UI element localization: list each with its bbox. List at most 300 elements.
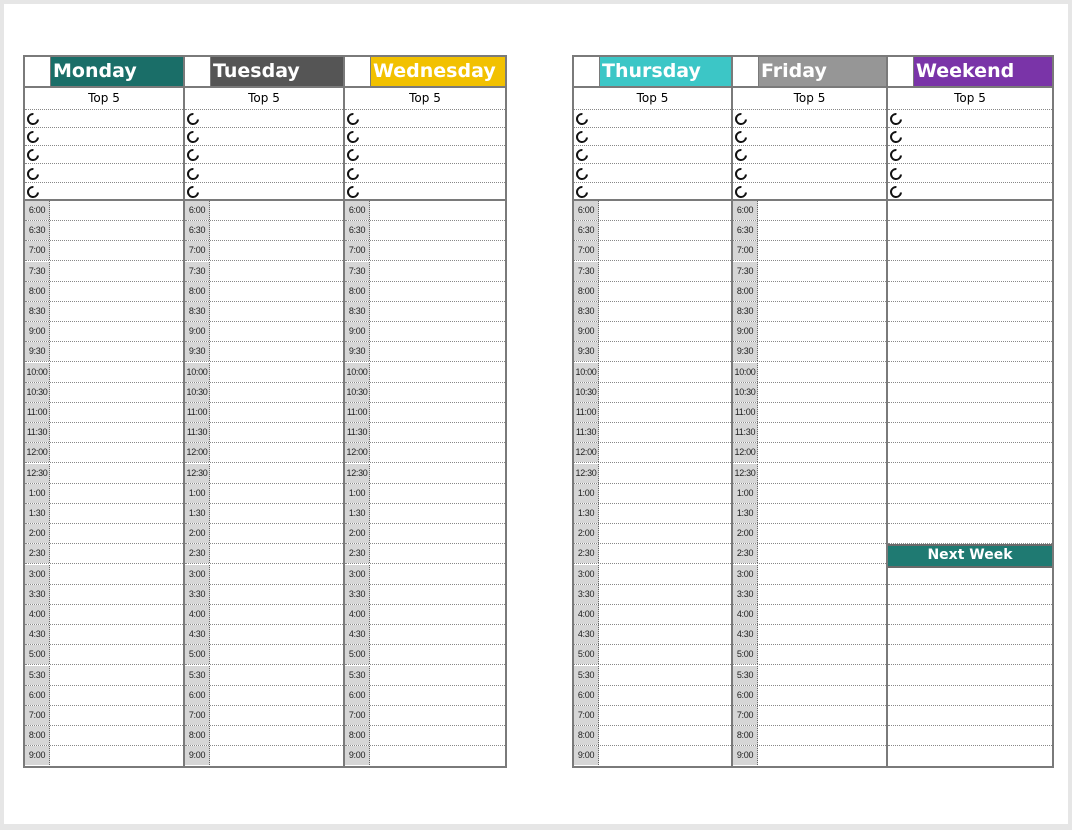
time-slot[interactable] [345,666,505,686]
time-slot[interactable] [25,443,183,463]
time-label: 6:00 [185,686,210,705]
time-slot[interactable] [185,201,343,221]
time-label: 9:00 [733,746,758,765]
time-label: 7:00 [345,706,370,725]
time-slot[interactable] [345,363,505,383]
time-slot[interactable] [345,201,505,221]
time-slot[interactable] [574,383,731,403]
time-slot[interactable] [733,342,886,362]
time-slot[interactable] [574,221,731,241]
time-label: 5:00 [345,645,370,664]
time-slot[interactable] [733,403,886,423]
time-label: 6:30 [25,221,50,240]
time-slot[interactable] [25,544,183,564]
time-slot[interactable] [733,282,886,302]
time-label: 5:30 [733,666,758,685]
time-slot[interactable] [888,443,1052,463]
time-slot[interactable] [574,241,731,261]
time-slot[interactable] [733,262,886,282]
time-slot[interactable] [345,605,505,625]
time-slot[interactable] [25,322,183,342]
time-label: 11:00 [185,403,210,422]
day-header [888,57,1052,88]
priority-row[interactable] [25,128,183,146]
time-slot[interactable] [185,363,343,383]
time-slot[interactable] [574,524,731,544]
priority-row[interactable] [25,183,183,201]
time-slot[interactable] [185,605,343,625]
time-label: 8:00 [25,726,50,745]
circle-bullet-icon [888,147,905,164]
circle-bullet-icon [888,183,905,200]
time-slot[interactable] [888,686,1052,706]
time-slot[interactable] [733,221,886,241]
time-slot[interactable] [733,383,886,403]
time-label: 4:30 [345,625,370,644]
priority-row[interactable] [733,128,886,146]
time-slot[interactable] [574,322,731,342]
left-week-panel [23,55,507,768]
time-slot[interactable] [574,282,731,302]
time-slot[interactable] [888,746,1052,766]
time-label: 8:30 [185,302,210,321]
day-checkbox[interactable] [185,57,211,86]
time-slot[interactable] [345,645,505,665]
time-label: 7:30 [185,262,210,281]
time-label: 5:00 [185,645,210,664]
time-label: 12:30 [345,464,370,483]
time-slot[interactable] [574,706,731,726]
priority-row[interactable] [25,110,183,128]
priority-row[interactable] [345,146,505,164]
top-5-label: Top 5 [733,88,886,110]
time-label: 6:30 [345,221,370,240]
time-slot[interactable] [888,302,1052,322]
priority-row[interactable] [733,146,886,164]
priority-row[interactable] [888,165,1052,183]
priority-row[interactable] [185,165,343,183]
circle-bullet-icon [888,129,905,146]
time-slot[interactable] [185,625,343,645]
day-column-tuesday [185,57,345,766]
time-label: 9:00 [345,322,370,341]
time-label: 5:00 [574,645,599,664]
time-slot[interactable] [345,221,505,241]
time-slot[interactable] [345,484,505,504]
time-slot[interactable] [733,302,886,322]
circle-bullet-icon [574,183,591,200]
priority-row[interactable] [345,128,505,146]
time-label: 11:00 [345,403,370,422]
time-slot[interactable] [25,383,183,403]
time-label: 4:00 [733,605,758,624]
time-slot[interactable] [25,423,183,443]
time-slot[interactable] [345,464,505,484]
time-slot[interactable] [888,383,1052,403]
time-label: 5:30 [185,666,210,685]
time-label: 3:30 [345,585,370,604]
time-label: 10:30 [25,383,50,402]
time-slot[interactable] [574,403,731,423]
time-label: 8:00 [185,282,210,301]
time-label: 3:00 [733,565,758,584]
time-slot[interactable] [888,282,1052,302]
time-slot[interactable] [345,302,505,322]
time-slot[interactable] [888,726,1052,746]
time-slot[interactable] [733,746,886,766]
time-slot[interactable] [185,484,343,504]
time-slot[interactable] [733,666,886,686]
time-slot[interactable] [185,565,343,585]
time-label: 1:30 [574,504,599,523]
time-slot[interactable] [733,544,886,564]
time-label: 7:00 [185,241,210,260]
day-title-band [759,57,886,86]
time-slot[interactable] [25,363,183,383]
day-header [185,57,343,88]
top-5-label: Top 5 [185,88,343,110]
top-5-label: Top 5 [888,88,1052,110]
time-label: 12:00 [733,443,758,462]
time-label: 4:30 [574,625,599,644]
priority-row[interactable] [733,183,886,201]
time-slot[interactable] [345,544,505,564]
priority-row[interactable] [185,110,343,128]
time-slot[interactable] [574,625,731,645]
time-slot[interactable] [25,726,183,746]
time-label: 7:30 [574,262,599,281]
time-slot[interactable] [888,625,1052,645]
time-slot[interactable] [185,686,343,706]
time-label: 8:00 [345,726,370,745]
time-slot[interactable] [888,342,1052,362]
time-label: 6:00 [185,201,210,220]
priority-row[interactable] [888,128,1052,146]
time-label: 9:00 [574,746,599,765]
time-label: 3:30 [25,585,50,604]
time-slot[interactable] [345,262,505,282]
time-slot[interactable] [888,262,1052,282]
time-label: 8:30 [733,302,758,321]
time-slot[interactable] [574,645,731,665]
circle-bullet-icon [733,111,750,128]
time-slot[interactable] [888,363,1052,383]
priority-row[interactable] [574,165,731,183]
time-slot[interactable] [733,484,886,504]
priority-row[interactable] [888,110,1052,128]
time-slot[interactable] [733,363,886,383]
time-label: 11:30 [25,423,50,442]
time-slot[interactable] [574,363,731,383]
priority-row[interactable] [574,146,731,164]
time-slot[interactable] [185,443,343,463]
time-slot[interactable] [185,645,343,665]
priority-row[interactable] [185,128,343,146]
day-checkbox[interactable] [574,57,600,86]
time-slot[interactable] [25,686,183,706]
time-slot[interactable] [888,666,1052,686]
time-slot[interactable] [25,262,183,282]
time-slot[interactable] [25,625,183,645]
priority-row[interactable] [888,146,1052,164]
time-slot[interactable] [345,504,505,524]
time-label: 9:30 [185,342,210,361]
time-label: 11:30 [345,423,370,442]
time-slot[interactable] [345,565,505,585]
time-slot[interactable] [733,706,886,726]
day-checkbox[interactable] [888,57,914,86]
time-slot[interactable] [185,544,343,564]
time-slot[interactable] [185,403,343,423]
time-label: 3:30 [574,585,599,604]
time-slot[interactable] [25,201,183,221]
time-label: 3:00 [25,565,50,584]
time-slot[interactable] [185,726,343,746]
time-label: 2:00 [733,524,758,543]
time-slot[interactable] [574,464,731,484]
priority-row[interactable] [574,128,731,146]
time-slot[interactable] [888,706,1052,726]
time-slot[interactable] [185,464,343,484]
time-slot[interactable] [185,666,343,686]
time-slot[interactable] [345,241,505,261]
time-slot[interactable] [345,746,505,766]
time-slot[interactable] [574,302,731,322]
priority-row[interactable] [574,110,731,128]
time-slot[interactable] [733,585,886,605]
time-slot[interactable] [888,605,1052,625]
time-label: 12:30 [185,464,210,483]
time-slot[interactable] [574,544,731,564]
time-slot[interactable] [888,221,1052,241]
time-slot[interactable] [25,302,183,322]
time-slot[interactable] [574,201,731,221]
time-label: 12:30 [25,464,50,483]
time-label: 9:00 [733,322,758,341]
time-slot[interactable] [888,322,1052,342]
time-slot[interactable] [185,524,343,544]
planner-page [4,4,1068,824]
time-slot[interactable] [733,686,886,706]
time-slot[interactable] [25,403,183,423]
day-title-band [51,57,183,86]
time-slot[interactable] [733,524,886,544]
circle-bullet-icon [888,111,905,128]
day-title-band [600,57,731,86]
time-slot[interactable] [733,464,886,484]
time-slot[interactable] [185,383,343,403]
priority-row[interactable] [185,183,343,201]
time-slot[interactable] [733,645,886,665]
time-slot[interactable] [733,605,886,625]
time-label: 10:30 [733,383,758,402]
time-slot[interactable] [345,706,505,726]
time-slot[interactable] [185,302,343,322]
priority-row[interactable] [185,146,343,164]
time-label: 6:00 [733,201,758,220]
time-slot[interactable] [574,686,731,706]
day-checkbox[interactable] [733,57,759,86]
time-slot[interactable] [185,221,343,241]
time-slot[interactable] [185,706,343,726]
time-slot[interactable] [733,443,886,463]
time-slot[interactable] [888,524,1052,544]
circle-bullet-icon [574,111,591,128]
time-slot[interactable] [733,201,886,221]
top-5-label: Top 5 [345,88,505,110]
time-slot[interactable] [733,504,886,524]
time-slot[interactable] [25,565,183,585]
time-slot[interactable] [345,625,505,645]
time-slot[interactable] [574,605,731,625]
priority-row[interactable] [345,165,505,183]
time-slot[interactable] [185,262,343,282]
time-slot[interactable] [888,403,1052,423]
time-label: 5:30 [574,666,599,685]
time-slot[interactable] [25,241,183,261]
day-header [733,57,886,88]
time-slot[interactable] [733,241,886,261]
time-slot[interactable] [888,201,1052,221]
time-label: 2:30 [345,544,370,563]
time-slot[interactable] [25,524,183,544]
time-label: 1:00 [185,484,210,503]
time-slot[interactable] [25,342,183,362]
time-slot[interactable] [888,241,1052,261]
time-label: 8:30 [574,302,599,321]
time-slot[interactable] [733,726,886,746]
time-label: 10:00 [185,363,210,382]
priority-row[interactable] [733,165,886,183]
time-slot[interactable] [574,423,731,443]
time-slot[interactable] [888,645,1052,665]
time-slot[interactable] [185,423,343,443]
time-slot[interactable] [888,504,1052,524]
time-slot[interactable] [25,645,183,665]
priority-row[interactable] [574,183,731,201]
priority-row[interactable] [733,110,886,128]
time-slot[interactable] [25,464,183,484]
day-title: Tuesday [213,60,300,82]
time-label: 2:30 [574,544,599,563]
circle-bullet-icon [185,111,202,128]
time-slot[interactable] [25,605,183,625]
time-slot[interactable] [733,423,886,443]
time-slot[interactable] [25,666,183,686]
time-slot[interactable] [888,484,1052,504]
time-label: 8:00 [574,726,599,745]
time-label: 6:00 [345,686,370,705]
time-label: 7:00 [733,706,758,725]
time-slot[interactable] [345,403,505,423]
time-slot[interactable] [574,666,731,686]
time-slot[interactable] [185,322,343,342]
time-slot[interactable] [25,706,183,726]
time-label: 9:30 [345,342,370,361]
day-title-band [211,57,343,86]
time-slot[interactable] [888,585,1052,605]
time-slot[interactable] [574,746,731,766]
time-slot[interactable] [345,322,505,342]
time-slot[interactable] [345,686,505,706]
time-slot[interactable] [25,746,183,766]
time-slot[interactable] [185,282,343,302]
priority-row[interactable] [345,183,505,201]
day-checkbox[interactable] [345,57,371,86]
time-label: 6:00 [574,201,599,220]
time-label: 6:30 [574,221,599,240]
time-label: 5:00 [25,645,50,664]
time-slot[interactable] [345,726,505,746]
time-slot[interactable] [25,585,183,605]
time-slot[interactable] [345,524,505,544]
time-slot[interactable] [574,342,731,362]
time-label: 12:00 [574,443,599,462]
time-label: 7:00 [25,706,50,725]
time-slot[interactable] [25,221,183,241]
time-slot[interactable] [25,504,183,524]
time-label: 7:00 [574,241,599,260]
time-slot[interactable] [185,746,343,766]
circle-bullet-icon [345,165,362,182]
priority-row[interactable] [25,165,183,183]
priority-row[interactable] [888,183,1052,201]
time-slot[interactable] [345,282,505,302]
time-slot[interactable] [733,565,886,585]
circle-bullet-icon [185,183,202,200]
time-slot[interactable] [574,262,731,282]
time-label: 2:00 [345,524,370,543]
time-slot[interactable] [574,726,731,746]
time-slot[interactable] [185,241,343,261]
time-slot[interactable] [345,423,505,443]
time-slot[interactable] [25,484,183,504]
time-slot[interactable] [733,322,886,342]
time-label: 4:00 [185,605,210,624]
time-slot[interactable] [345,585,505,605]
time-slot[interactable] [185,342,343,362]
time-slot[interactable] [345,383,505,403]
time-slot[interactable] [888,464,1052,484]
time-slot[interactable] [574,443,731,463]
time-slot[interactable] [185,585,343,605]
time-slot[interactable] [574,565,731,585]
time-label: 12:00 [25,443,50,462]
time-slot[interactable] [733,625,886,645]
time-label: 3:00 [574,565,599,584]
time-label: 10:30 [574,383,599,402]
time-slot[interactable] [185,504,343,524]
time-slot[interactable] [574,484,731,504]
time-slot[interactable] [574,585,731,605]
time-slot[interactable] [345,443,505,463]
time-label: 2:30 [25,544,50,563]
time-label: 10:30 [345,383,370,402]
circle-bullet-icon [574,129,591,146]
time-label: 6:00 [345,201,370,220]
priority-row[interactable] [25,146,183,164]
time-label: 10:00 [25,363,50,382]
time-label: 2:00 [574,524,599,543]
day-column-monday [25,57,185,766]
time-slot[interactable] [345,342,505,362]
time-slot[interactable] [574,504,731,524]
day-checkbox[interactable] [25,57,51,86]
time-label: 9:00 [185,746,210,765]
priority-row[interactable] [345,110,505,128]
time-slot[interactable] [888,423,1052,443]
time-slot[interactable] [25,282,183,302]
